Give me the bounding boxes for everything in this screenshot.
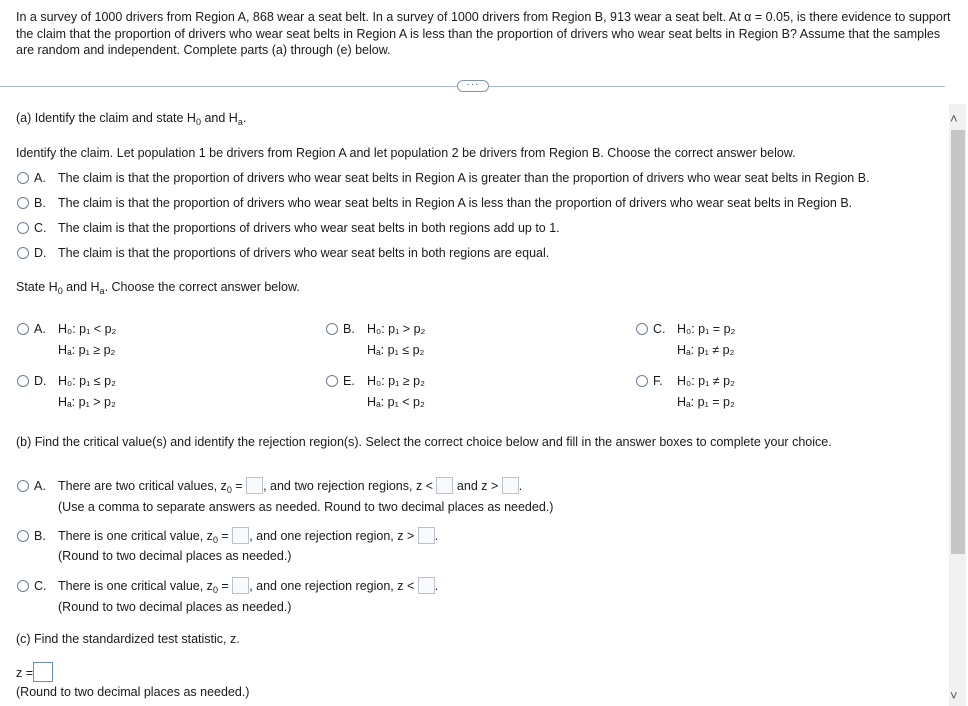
left-rejection-input[interactable] [436, 477, 453, 494]
radio-icon[interactable] [17, 247, 29, 259]
claim-option-d[interactable]: D. The claim is that the proportions of drivers who wear seat belts in both regions are equal. [17, 246, 549, 260]
radio-icon[interactable] [17, 197, 29, 209]
rejection-region-input[interactable] [418, 527, 435, 544]
radio-icon[interactable] [326, 375, 338, 387]
scroll-up-icon[interactable]: ˄ [950, 111, 958, 126]
state-hypotheses-prompt: State $H_0$ and $H_a$. Choose the correct answer below. [16, 280, 300, 296]
claim-option-c[interactable]: C. The claim is that the proportions of drivers who wear seat belts in both regions add up to 1. [17, 221, 560, 235]
z-input[interactable] [33, 662, 53, 682]
crit-option-b-note: (Round to two decimal places as needed.) [58, 549, 292, 563]
radio-icon[interactable] [326, 323, 338, 335]
radio-icon[interactable] [17, 580, 29, 592]
radio-icon[interactable] [636, 375, 648, 387]
radio-icon[interactable] [17, 222, 29, 234]
right-rejection-input[interactable] [502, 477, 519, 494]
critical-value-input[interactable] [232, 577, 249, 594]
radio-icon[interactable] [17, 530, 29, 542]
claim-option-a[interactable]: A. The claim is that the proportion of drivers who wear seat belts in Region A is greater than the proportion of drivers who wear seat belts in Region B. [17, 171, 870, 185]
part-a-title: (a) Identify the claim and state $H_0$ and $H_a$. [16, 111, 247, 127]
radio-icon[interactable] [17, 375, 29, 387]
crit-option-a-note: (Use a comma to separate answers as needed. Round to two decimal places as needed.) [58, 500, 554, 514]
crit-option-b[interactable]: B. There is one critical value, $z_0$ = , and one rejection region, z > . [17, 527, 438, 545]
claim-option-b[interactable]: B. The claim is that the proportion of drivers who wear seat belts in Region A is less than the proportion of drivers who wear seat belts in Region B. [17, 196, 852, 210]
part-c-note: (Round to two decimal places as needed.) [16, 685, 250, 699]
part-b-title: (b) Find the critical value(s) and identify the rejection region(s). Select the correct choice below and fill in the answer boxes to complete your choice. [16, 435, 832, 449]
hyp-option-e[interactable]: E. H₀: p₁ ≥ p₂ Hₐ: p₁ < p₂ [326, 374, 626, 420]
hyp-option-f[interactable]: F. H₀: p₁ ≠ p₂ Hₐ: p₁ = p₂ [636, 374, 936, 420]
rejection-region-input[interactable] [418, 577, 435, 594]
radio-icon[interactable] [17, 172, 29, 184]
hyp-option-c[interactable]: C. H₀: p₁ = p₂ Hₐ: p₁ ≠ p₂ [636, 322, 936, 368]
critical-value-input[interactable] [232, 527, 249, 544]
part-c-title: (c) Find the standardized test statistic, z. [16, 632, 240, 646]
crit-option-c[interactable]: C. There is one critical value, $z_0$ = , and one rejection region, z < . [17, 577, 438, 595]
hyp-option-a[interactable]: A. H₀: p₁ < p₂ Hₐ: p₁ ≥ p₂ [17, 322, 317, 368]
radio-icon[interactable] [17, 323, 29, 335]
more-button[interactable]: ··· [457, 80, 489, 92]
radio-icon[interactable] [636, 323, 648, 335]
problem-statement: In a survey of 1000 drivers from Region A, 868 wear a seat belt. In a survey of 1000 drivers from Region B, 913 wear a seat belt. At α = 0.05, is there evidence to support the claim that the proportion of drivers who wear seat belts in Region A is less than the proportion of drivers who wear seat belts in Region B? Assume that the samples are random and independent. Complete parts (a) through (e) below. [16, 10, 951, 57]
critical-values-input[interactable] [246, 477, 263, 494]
z-answer-row: z = [16, 662, 53, 682]
scroll-down-icon[interactable]: ˅ [950, 688, 958, 703]
claim-prompt: Identify the claim. Let population 1 be drivers from Region A and let population 2 be drivers from Region B. Choose the correct answer below. [16, 146, 796, 160]
crit-option-c-note: (Round to two decimal places as needed.) [58, 600, 292, 614]
hyp-option-d[interactable]: D. H₀: p₁ ≤ p₂ Hₐ: p₁ > p₂ [17, 374, 317, 420]
radio-icon[interactable] [17, 480, 29, 492]
scrollbar-thumb[interactable] [951, 130, 965, 554]
hyp-option-b[interactable]: B. H₀: p₁ > p₂ Hₐ: p₁ ≤ p₂ [326, 322, 626, 368]
crit-option-a[interactable]: A. There are two critical values, $z_0$ = , and two rejection regions, z < and z > . [17, 477, 522, 495]
